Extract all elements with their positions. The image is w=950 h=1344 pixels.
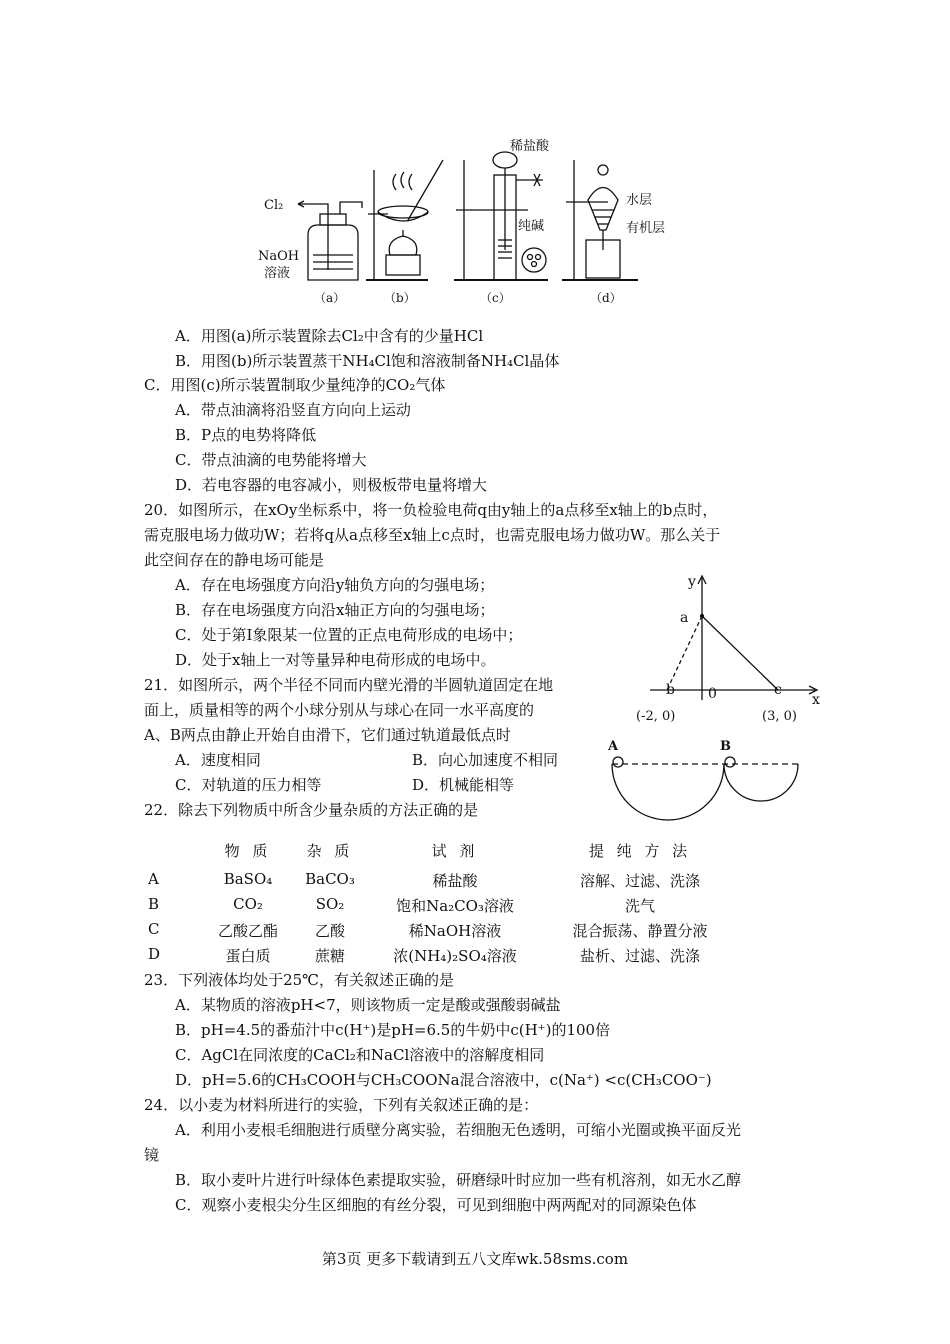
table-cell: BaSO₄ (223, 870, 273, 888)
table-cell: 饱和Na₂CO₃溶液 (396, 897, 514, 915)
ball-a (613, 757, 623, 767)
table-cell: 盐析、过滤、洗涤 (579, 947, 700, 965)
text-line: 此空间存在的静电场可能是 (144, 551, 325, 569)
table-row (140, 943, 780, 968)
track-label-a: A (608, 739, 619, 754)
table-cell: 乙酸 (314, 922, 345, 940)
caption-c: （c） (480, 291, 511, 305)
y-axis-label: y (688, 574, 696, 590)
label-water-layer: 水层 (626, 193, 653, 208)
text-line: 20．如图所示，在xOy坐标系中，将一负检验电荷q由y轴上的a点移至x轴上的b点时， (144, 501, 718, 519)
large-semicircle-track (612, 764, 724, 820)
table-cell: SO₂ (315, 895, 345, 913)
x-axis-label: x (812, 692, 820, 708)
table-cell: 溶解、过滤、洗涤 (579, 872, 700, 890)
table-cell: 蔗糖 (314, 947, 345, 965)
reagent-naoh: NaOH (258, 249, 300, 264)
text-line: B．P点的电势将降低 (175, 426, 317, 444)
table-cell: B (148, 895, 160, 913)
text-line: C．对轨道的压力相等 (175, 776, 322, 794)
reagent-solution: 溶液 (264, 266, 291, 281)
segment-ab (667, 616, 702, 690)
text-line: C．带点油滴的电势能将增大 (175, 451, 367, 469)
track-label-b: B (720, 739, 731, 754)
text-line: A．利用小麦根毛细胞进行质壁分离实验，若细胞无色透明，可缩小光圈或换平面反光 (175, 1121, 741, 1139)
table-header: 物 质 (224, 842, 272, 860)
text-line: D．机械能相等 (412, 776, 515, 794)
text-line: B．用图(b)所示装置蒸干NH₄Cl饱和溶液制备NH₄Cl晶体 (175, 352, 560, 370)
point-b-label: b (666, 682, 675, 698)
apparatus-d (562, 160, 638, 280)
table-cell: 稀盐酸 (432, 872, 478, 890)
page-footer: 第3页 更多下载请到五八文库wk.58sms.com (321, 1250, 629, 1268)
table-cell: D (148, 945, 161, 963)
label-organic-layer: 有机层 (626, 221, 666, 236)
text-line: A．某物质的溶液pH<7，则该物质一定是酸或强酸弱碱盐 (175, 996, 561, 1014)
text-line: A．存在电场强度方向沿y轴负方向的匀强电场； (175, 576, 495, 594)
text-line: 面上，质量相等的两个小球分别从与球心在同一水平高度的 (144, 701, 535, 719)
table-row (140, 918, 780, 943)
text-line: 23．下列液体均处于25℃，有关叙述正确的是 (144, 971, 454, 989)
text-line: D．若电容器的电容减小，则极板带电量将增大 (175, 476, 488, 494)
table-header: 杂 质 (306, 842, 354, 860)
caption-a: （a） (314, 291, 346, 305)
small-semicircle-track (724, 764, 798, 801)
text-line: D．处于x轴上一对等量异种电荷形成的电场中。 (175, 651, 496, 669)
table-cell: 洗气 (624, 897, 655, 915)
label-pure-soda: 纯碱 (518, 219, 545, 234)
table-cell: C (148, 920, 160, 938)
table-cell: 乙酸乙酯 (217, 922, 278, 940)
table-row (140, 893, 780, 918)
text-line: A、B两点由静止开始自由滑下，它们通过轨道最低点时 (144, 726, 511, 744)
table-header: 提 纯 方 法 (588, 842, 692, 860)
table-row (140, 868, 780, 893)
text-line: A．带点油滴将沿竖直方向向上运动 (175, 401, 411, 419)
text-line: C．处于第Ⅰ象限某一位置的正点电荷形成的电场中； (175, 626, 523, 644)
point-c-label: c (774, 682, 782, 698)
ball-b (725, 757, 735, 767)
apparatus-c (454, 152, 548, 280)
origin-label: 0 (708, 686, 717, 702)
table-header: 试 剂 (431, 842, 479, 860)
text-line: 需克服电场力做功W；若将q从a点移至x轴上c点时，也需克服电场力做功W。那么关于 (144, 526, 721, 544)
reagent-cl2: Cl₂ (264, 198, 284, 213)
table-cell: 浓(NH₄)₂SO₄溶液 (393, 947, 517, 965)
text-line: C．观察小麦根尖分生区细胞的有丝分裂，可见到细胞中两两配对的同源染色体 (175, 1196, 697, 1214)
table-cell: 混合振荡、静置分液 (572, 922, 708, 940)
segment-ac (702, 616, 778, 690)
text-line: B．向心加速度不相同 (412, 751, 559, 769)
point-a-label: a (680, 610, 689, 626)
table-header-row (140, 838, 780, 863)
text-line: B．存在电场强度方向沿x轴正方向的匀强电场； (175, 601, 495, 619)
text-line: 24．以小麦为材料所进行的实验，下列有关叙述正确的是： (144, 1096, 539, 1114)
c-coord-label: (3, 0) (762, 709, 797, 724)
b-coord-label: (-2, 0) (636, 709, 676, 724)
text-line: A．用图(a)所示装置除去Cl₂中含有的少量HCl (175, 327, 484, 345)
caption-d: （d） (590, 291, 622, 305)
coordinate-figure (620, 570, 830, 730)
text-line: 镜 (144, 1146, 160, 1164)
text-line: C．AgCl在同浓度的CaCl₂和NaCl溶液中的溶解度相同 (175, 1046, 545, 1064)
text-line: 21．如图所示，两个半径不同而内壁光滑的半圆轨道固定在地 (144, 676, 554, 694)
text-line: D．pH=5.6的CH₃COOH与CH₃COONa混合溶液中，c(Na⁺) <c(CH₃COO⁻) (175, 1071, 712, 1089)
label-dilute-hcl: 稀盐酸 (510, 139, 550, 154)
caption-b: （b） (384, 291, 416, 305)
purification-table (140, 838, 780, 968)
table-cell: CO₂ (233, 895, 263, 913)
apparatus-b (366, 160, 443, 280)
apparatus-figure (258, 130, 698, 310)
table-cell: 稀NaOH溶液 (408, 922, 502, 940)
text-line: 22．除去下列物质中所含少量杂质的方法正确的是 (144, 801, 479, 819)
text-line: C．用图(c)所示装置制取少量纯净的CO₂气体 (144, 376, 446, 394)
track-figure (604, 736, 804, 831)
table-cell: BaCO₃ (305, 870, 355, 888)
apparatus-a (298, 201, 362, 280)
text-line: B．取小麦叶片进行叶绿体色素提取实验，研磨绿叶时应加一些有机溶剂，如无水乙醇 (175, 1171, 742, 1189)
text-line: B．pH=4.5的番茄汁中c(H⁺)是pH=6.5的牛奶中c(H⁺)的100倍 (175, 1021, 611, 1039)
table-cell: A (148, 870, 159, 888)
table-cell: 蛋白质 (225, 947, 271, 965)
text-line: A．速度相同 (175, 751, 261, 769)
